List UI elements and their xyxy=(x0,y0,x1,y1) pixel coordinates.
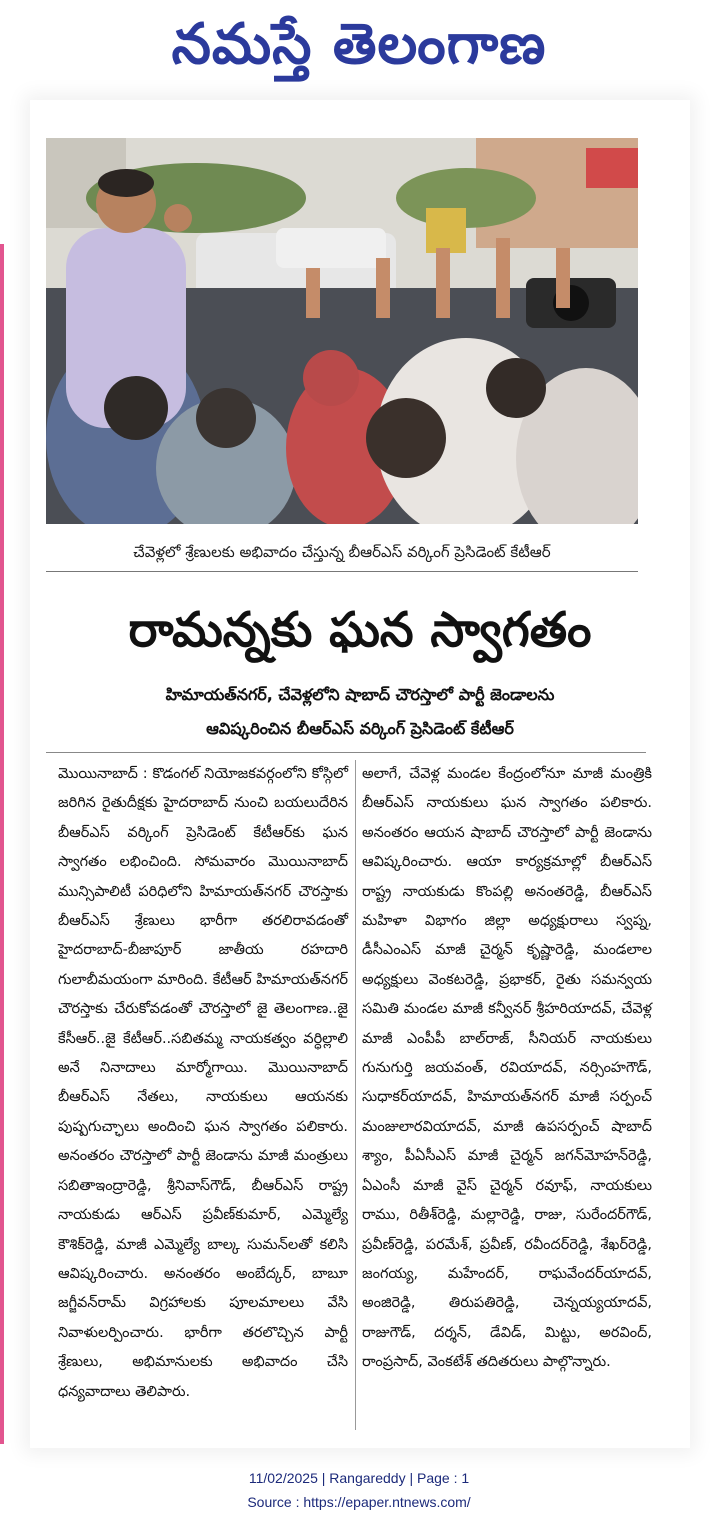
article-column-left xyxy=(58,760,348,1430)
subhead-line-1: హిమాయత్‌నగర్, చేవెళ్లలోని షాబాద్ చౌరస్తాలో పార్టీ జెండాలను xyxy=(165,685,555,704)
masthead-logo: నమస్తే తెలంగాణ xyxy=(171,11,547,77)
photo-caption: చేవెళ్లలో శ్రేణులకు అభివాదం చేస్తున్న బీఆర్‌ఎస్ వర్కింగ్ ప్రెసిడెంట్ కేటీఆర్ xyxy=(46,532,638,572)
subhead-line-2: ఆవిష్కరించిన బీఆర్‌ఎస్ వర్కింగ్ ప్రెసిడెంట్ కేటీఆర్ xyxy=(206,719,514,738)
footer-source-link[interactable]: Source : https://epaper.ntnews.com/ xyxy=(247,1494,471,1510)
accent-rule xyxy=(0,244,4,1444)
article-column-right xyxy=(362,760,652,1430)
left-column-text: మొయినాబాద్ : కొడంగల్ నియోజకవర్గంలోని కోస్గిలో జరిగిన రైతుదీక్షకు హైదరాబాద్ నుంచి బయలుదేరిన బీఆర్‌ఎస్ వర్కింగ్ ప్రెసిడెంట్ కేటీఆర్‌కు ఘన స్వాగతం లభించింది. సోమవారం మొయినాబాద్ మున్సిపాలిటీ పరిధిలోని హిమాయత్‌నగర్ చౌరస్తాకు బీఆర్‌ఎస్ శ్రేణులు భారీగా తరలిరావడంతో హైదరాబాద్-బీజాపూర్ జాతీయ రహదారి గులాబీమయంగా మారింది. కేటీఆర్ హిమాయత్‌నగర్ చౌరస్తాకు చేరుకోవడంతో చౌరస్తాలో జై తెలంగాణ..జై కేసీఆర్..జై కేటీఆర్..సబితమ్మ నాయకత్వం వర్ధిల్లాలి అనే నినాదాలు మార్మోగాయి. మొయినాబాద్ బీఆర్‌ఎస్ నేతలు, నాయకులు ఆయనకు పుష్పగుచ్ఛాలు అందించి ఘన స్వాగతం పలికారు. అనంతరం చౌరస్తాలో పార్టీ జెండాను మాజీ మంత్రులు సబితాఇంద్రారెడ్డి, శ్రీనివాస్‌గౌడ్, బీఆర్‌ఎస్ రాష్ట్ర నాయకుడు ఆర్‌ఎస్ ప్రవీణ్‌కుమార్, ఎమ్మెల్యే కౌశిక్‌రెడ్డి, మాజీ ఎమ్మెల్యే బాల్క సుమన్‌లతో కలిసి ఆవిష్కరించారు. అనంతరం అంబేద్కర్, బాబూ జగ్జీవన్‌రామ్ విగ్రహాలకు పూలమాలలు వేసి నివాళులర్పించారు. భారీగా తరలొచ్చిన పార్టీ శ్రేణులు, అభిమానులకు అభివాదం చేసి ధన్యవాదాలు తెలిపారు. xyxy=(58,766,348,1400)
news-photo-illustration xyxy=(46,138,638,524)
article-subheads xyxy=(60,678,660,746)
page-footer xyxy=(0,1466,718,1514)
right-column-text: అలాగే, చేవెళ్ల మండల కేంద్రంలోనూ మాజీ మంత్రికి బీఆర్‌ఎస్ నాయకులు ఘన స్వాగతం పలికారు. అనంతరం ఆయన షాబాద్ చౌరస్తాలో పార్టీ జెండాను ఆవిష్కరించారు. ఆయా కార్యక్రమాల్లో బీఆర్‌ఎస్ రాష్ట్ర నాయకుడు కొంపల్లి అనంతరెడ్డి, బీఆర్‌ఎస్ మహిళా విభాగం జిల్లా అధ్యక్షురాలు స్వప్న, డీసీఎంఎస్ మాజీ చైర్మన్ కృష్ణారెడ్డి, మండలాల అధ్యక్షులు వెంకటరెడ్డి, ప్రభాకర్, రైతు సమన్వయ సమితి మండల మాజీ కన్వీనర్ శ్రీహరియాదవ్, చేవెళ్ల మాజీ ఎంపీపీ బాల్‌రాజ్, సీనియర్ నాయకులు గునుగుర్తి జయవంత్, రవియాదవ్, నర్సింహగౌడ్, సుధాకర్‌యాదవ్, హిమాయత్‌నగర్ మాజీ సర్పంచ్ మంజులారవియాదవ్, మాజీ ఉపసర్పంచ్ షాబాద్ శ్యాం, పీఏసీఎస్ మాజీ చైర్మన్ జగన్‌మోహన్‌రెడ్డి, ఏఎంసీ మాజీ వైస్ చైర్మన్ రవూఫ్, నాయకులు రాము, రితీశ్‌రెడ్డి, మల్లారెడ్డి, రాజు, సురేందర్‌గౌడ్, ప్రవీణ్‌రెడ్డి, పరమేశ్, ప్రవీణ్, రవీందర్‌రెడ్డి, శేఖర్‌రెడ్డి, జంగయ్య, మహేందర్, రాఘవేందర్‌యాదవ్, అంజిరెడ్డి, తిరుపతిరెడ్డి, చెన్నయ్యయాదవ్, రాజుగౌడ్, దర్శన్, డేవిడ్, మిట్టు, అరవింద్, రాంప్రసాద్, వెంకటేశ్ తదితరులు పాల్గొన్నారు. xyxy=(362,766,652,1371)
article-headline: రామన్నకు ఘన స్వాగతం xyxy=(128,602,592,658)
column-divider xyxy=(355,760,356,1430)
footer-edition-info: 11/02/2025 | Rangareddy | Page : 1 xyxy=(248,1470,470,1486)
news-photo xyxy=(46,138,638,524)
body-divider xyxy=(46,752,646,753)
